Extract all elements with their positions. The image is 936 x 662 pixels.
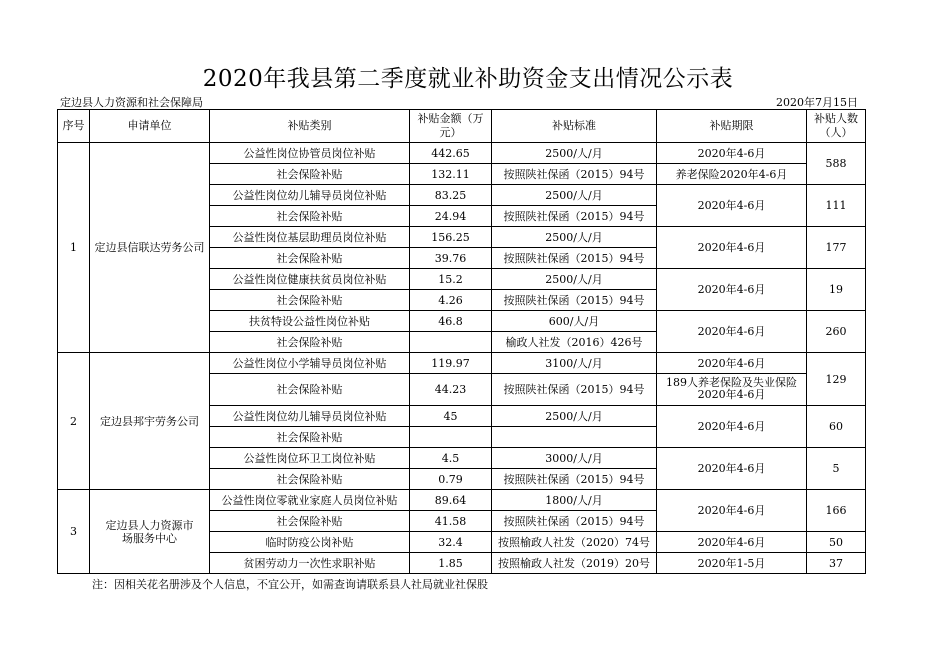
type-cell: 公益性岗位环卫工岗位补贴 — [210, 448, 410, 469]
type-cell: 社会保险补贴 — [210, 248, 410, 269]
seq-cell: 3 — [58, 490, 90, 574]
amount-cell: 132.11 — [410, 164, 492, 185]
period-cell: 养老保险2020年4-6月 — [657, 164, 807, 185]
type-cell: 公益性岗位零就业家庭人员岗位补贴 — [210, 490, 410, 511]
period-cell: 2020年4-6月 — [657, 406, 807, 448]
amount-cell: 15.2 — [410, 269, 492, 290]
footnote: 注：因相关花名册涉及个人信息，不宜公开，如需查询请联系县人社局就业社保股 — [92, 578, 488, 591]
amount-cell: 4.26 — [410, 290, 492, 311]
count-cell: 260 — [807, 311, 866, 353]
header-period: 补贴期限 — [657, 110, 807, 143]
standard-cell: 3100/人/月 — [492, 353, 657, 374]
amount-cell: 46.8 — [410, 311, 492, 332]
header-standard: 补贴标准 — [492, 110, 657, 143]
type-cell: 社会保险补贴 — [210, 511, 410, 532]
count-cell: 166 — [807, 490, 866, 532]
period-cell-text: 189人养老保险及失业保险2020年4-6月 — [666, 376, 797, 401]
type-cell: 临时防疫公岗补贴 — [210, 532, 410, 553]
table-row — [58, 353, 866, 374]
standard-cell: 按照陕社保函（2015）94号 — [492, 511, 657, 532]
amount-cell: 44.23 — [410, 374, 492, 406]
period-cell: 2020年4-6月 — [657, 269, 807, 311]
period-cell — [657, 374, 807, 406]
count-cell: 5 — [807, 448, 866, 490]
period-cell: 2020年4-6月 — [657, 448, 807, 490]
header-unit: 申请单位 — [90, 110, 210, 143]
type-cell: 公益性岗位幼儿辅导员岗位补贴 — [210, 185, 410, 206]
type-cell: 扶贫特设公益性岗位补贴 — [210, 311, 410, 332]
standard-cell: 按照陕社保函（2015）94号 — [492, 290, 657, 311]
period-cell: 2020年4-6月 — [657, 227, 807, 269]
table-row — [58, 143, 866, 164]
type-cell: 社会保险补贴 — [210, 206, 410, 227]
standard-cell: 1800/人/月 — [492, 490, 657, 511]
type-cell: 公益性岗位协管员岗位补贴 — [210, 143, 410, 164]
standard-cell: 2500/人/月 — [492, 406, 657, 427]
standard-cell: 按照榆政人社发（2020）74号 — [492, 532, 657, 553]
amount-cell: 89.64 — [410, 490, 492, 511]
count-cell: 60 — [807, 406, 866, 448]
period-cell: 2020年4-6月 — [657, 143, 807, 164]
amount-cell: 1.85 — [410, 553, 492, 574]
seq-cell: 2 — [58, 353, 90, 490]
header-amount: 补贴金额（万元） — [410, 110, 492, 143]
amount-cell: 442.65 — [410, 143, 492, 164]
amount-cell — [410, 427, 492, 448]
type-cell: 社会保险补贴 — [210, 469, 410, 490]
type-cell: 贫困劳动力一次性求职补贴 — [210, 553, 410, 574]
page-title: 2020年我县第二季度就业补助资金支出情况公示表 — [202, 66, 734, 92]
type-cell: 公益性岗位健康扶贫员岗位补贴 — [210, 269, 410, 290]
amount-cell: 119.97 — [410, 353, 492, 374]
period-cell: 2020年1-5月 — [657, 553, 807, 574]
type-cell: 社会保险补贴 — [210, 290, 410, 311]
unit-cell: 定边县人力资源市场服务中心 — [90, 490, 210, 574]
amount-cell — [410, 332, 492, 353]
count-cell: 37 — [807, 553, 866, 574]
type-cell: 社会保险补贴 — [210, 374, 410, 406]
amount-cell: 41.58 — [410, 511, 492, 532]
type-cell: 社会保险补贴 — [210, 332, 410, 353]
count-cell: 177 — [807, 227, 866, 269]
header-type: 补贴类别 — [210, 110, 410, 143]
period-cell: 2020年4-6月 — [657, 532, 807, 553]
amount-cell: 156.25 — [410, 227, 492, 248]
type-cell: 公益性岗位幼儿辅导员岗位补贴 — [210, 406, 410, 427]
subsidy-table — [57, 109, 866, 574]
unit-cell: 定边县信联达劳务公司 — [90, 143, 210, 353]
type-cell: 公益性岗位小学辅导员岗位补贴 — [210, 353, 410, 374]
header-count: 补贴人数（人） — [807, 110, 866, 143]
amount-cell: 32.4 — [410, 532, 492, 553]
amount-cell: 4.5 — [410, 448, 492, 469]
amount-cell: 39.76 — [410, 248, 492, 269]
period-cell: 2020年4-6月 — [657, 185, 807, 227]
type-cell: 社会保险补贴 — [210, 164, 410, 185]
standard-cell: 按照陕社保函（2015）94号 — [492, 469, 657, 490]
type-cell: 社会保险补贴 — [210, 427, 410, 448]
standard-cell: 按照陕社保函（2015）94号 — [492, 374, 657, 406]
standard-cell — [492, 427, 657, 448]
standard-cell: 按照陕社保函（2015）94号 — [492, 206, 657, 227]
period-cell: 2020年4-6月 — [657, 311, 807, 353]
amount-cell: 83.25 — [410, 185, 492, 206]
standard-cell: 2500/人/月 — [492, 185, 657, 206]
count-cell: 588 — [807, 143, 866, 185]
period-cell: 2020年4-6月 — [657, 490, 807, 532]
count-cell: 129 — [807, 353, 866, 406]
issuing-organization: 定边县人力资源和社会保障局 — [60, 96, 203, 109]
standard-cell: 600/人/月 — [492, 311, 657, 332]
header-row — [58, 110, 866, 143]
table-row — [58, 490, 866, 511]
standard-cell: 按照榆政人社发（2019）20号 — [492, 553, 657, 574]
standard-cell: 按照陕社保函（2015）94号 — [492, 248, 657, 269]
standard-cell: 2500/人/月 — [492, 227, 657, 248]
standard-cell: 3000/人/月 — [492, 448, 657, 469]
standard-cell: 按照陕社保函（2015）94号 — [492, 164, 657, 185]
count-cell: 111 — [807, 185, 866, 227]
amount-cell: 45 — [410, 406, 492, 427]
count-cell: 50 — [807, 532, 866, 553]
count-cell: 19 — [807, 269, 866, 311]
standard-cell: 2500/人/月 — [492, 143, 657, 164]
period-cell: 2020年4-6月 — [657, 353, 807, 374]
type-cell: 公益性岗位基层助理员岗位补贴 — [210, 227, 410, 248]
standard-cell: 2500/人/月 — [492, 269, 657, 290]
header-seq: 序号 — [58, 110, 90, 143]
unit-cell: 定边县邦宇劳务公司 — [90, 353, 210, 490]
publish-date: 2020年7月15日 — [776, 96, 858, 109]
amount-cell: 24.94 — [410, 206, 492, 227]
standard-cell: 榆政人社发（2016）426号 — [492, 332, 657, 353]
seq-cell: 1 — [58, 143, 90, 353]
amount-cell: 0.79 — [410, 469, 492, 490]
